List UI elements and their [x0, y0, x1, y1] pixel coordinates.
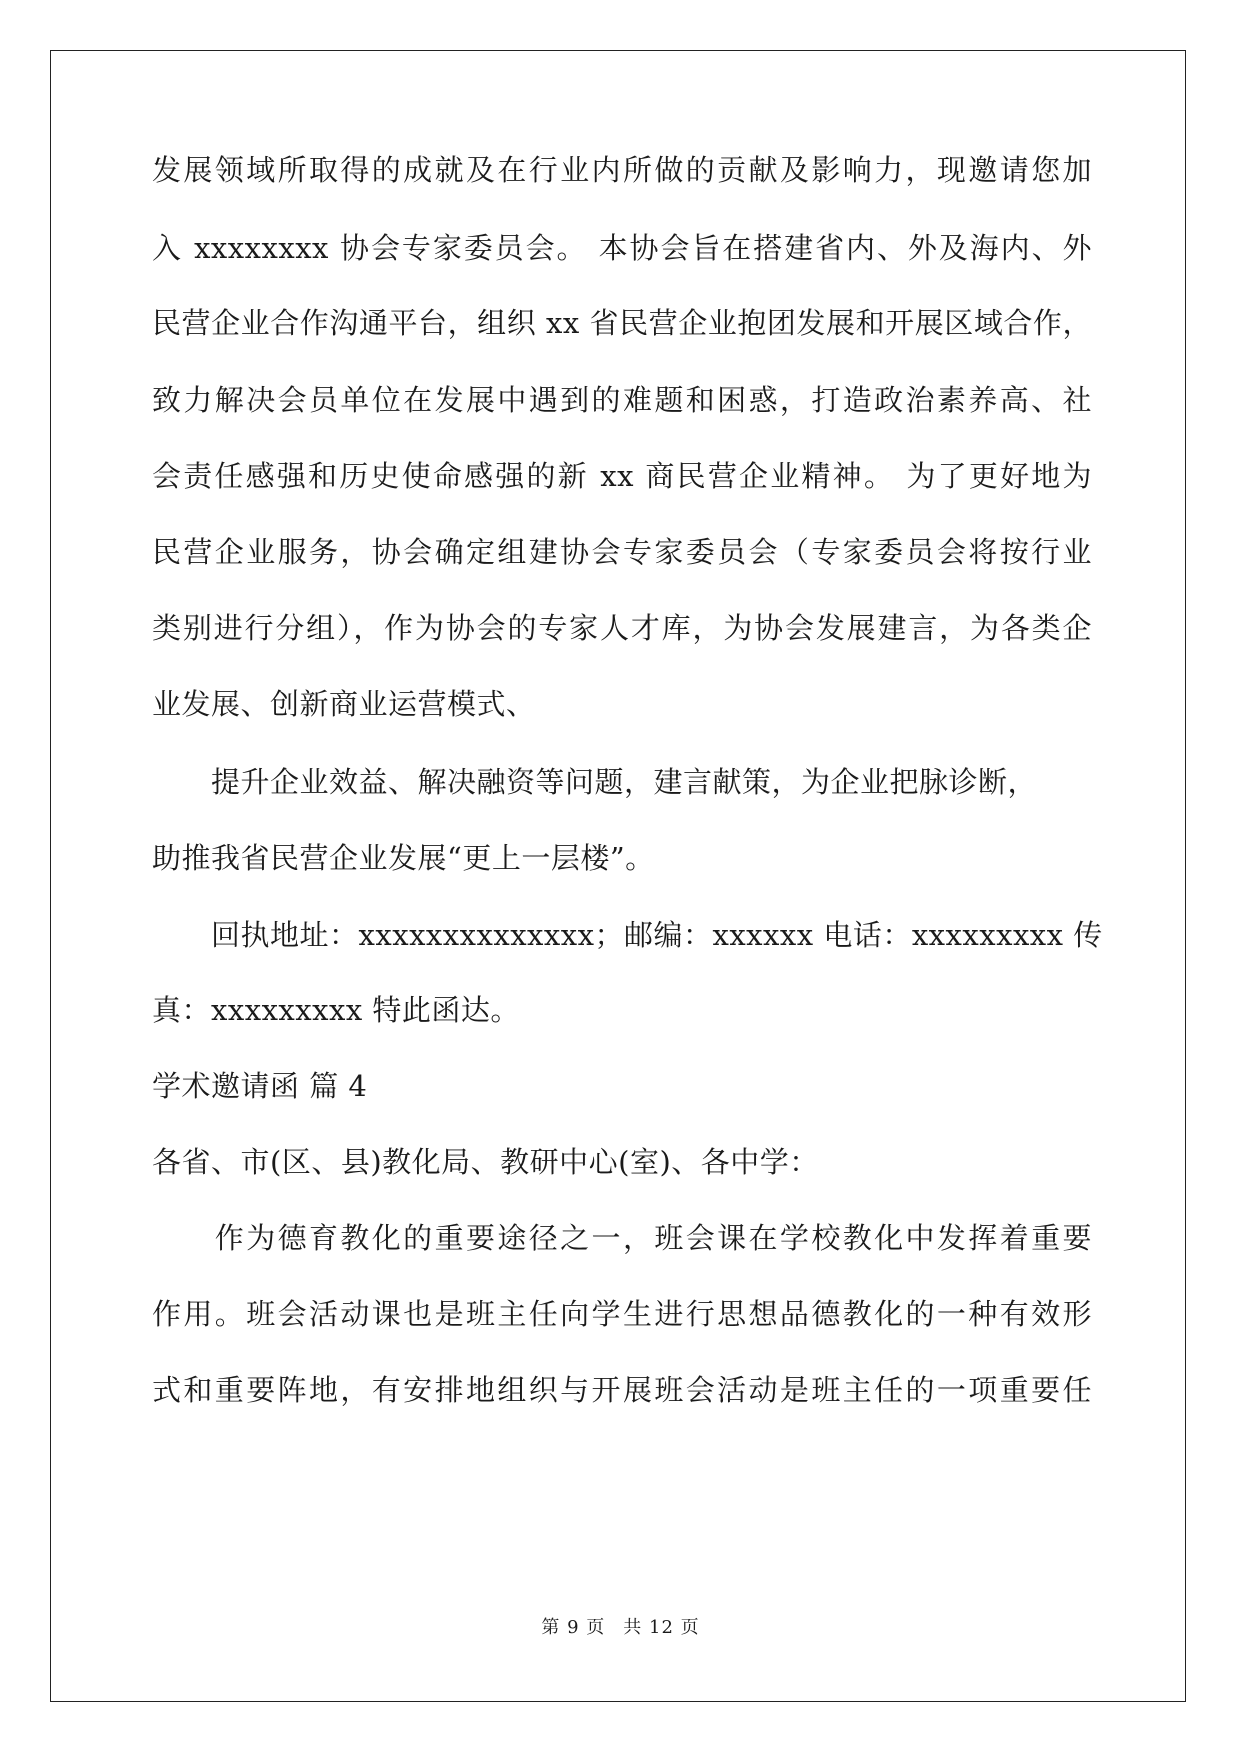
paragraph-line: 作用。班会活动课也是班主任向学生进行思想品德教化的一种有效形 [152, 1297, 1092, 1331]
page-total: 共 12 页 [623, 1617, 700, 1638]
paragraph-line: 致力解决会员单位在发展中遇到的难题和困惑，打造政治素养高、社 [152, 383, 1092, 417]
paragraph-line: 会责任感强和历史使命感强的新 xx 商民营企业精神。 为了更好地为 [152, 459, 1092, 493]
paragraph-line: 业发展、创新商业运营模式、 [152, 687, 536, 721]
page-footer [0, 1616, 1241, 1640]
paragraph-line: 类别进行分组），作为协会的专家人才库，为协会发展建言，为各类企 [152, 611, 1092, 645]
page-number: 第 9 页 [541, 1617, 606, 1638]
section-heading: 学术邀请函 篇 4 [152, 1069, 368, 1103]
paragraph-line: 入 xxxxxxxx 协会专家委员会。 本协会旨在搭建省内、外及海内、外 [152, 231, 1092, 265]
paragraph-line: 回执地址：xxxxxxxxxxxxxx；邮编：xxxxxx 电话：xxxxxxxxx 传 [152, 918, 1103, 952]
paragraph-line: 民营企业服务，协会确定组建协会专家委员会（专家委员会将按行业 [152, 535, 1092, 569]
paragraph-line: 提升企业效益、解决融资等问题，建言献策，为企业把脉诊断， [152, 765, 1038, 799]
paragraph-line: 助推我省民营企业发展“更上一层楼”。 [152, 841, 655, 875]
paragraph-line: 真：xxxxxxxxx 特此函达。 [152, 993, 520, 1027]
salutation: 各省、市(区、县)教化局、教研中心(室)、各中学： [152, 1145, 819, 1179]
paragraph-line: 作为德育教化的重要途径之一，班会课在学校教化中发挥着重要 [152, 1221, 1092, 1255]
paragraph-line: 发展领域所取得的成就及在行业内所做的贡献及影响力，现邀请您加 [152, 153, 1092, 187]
paragraph-line: 民营企业合作沟通平台，组织 xx 省民营企业抱团发展和开展区域合作， [152, 306, 1092, 340]
paragraph-line: 式和重要阵地，有安排地组织与开展班会活动是班主任的一项重要任 [152, 1373, 1092, 1407]
